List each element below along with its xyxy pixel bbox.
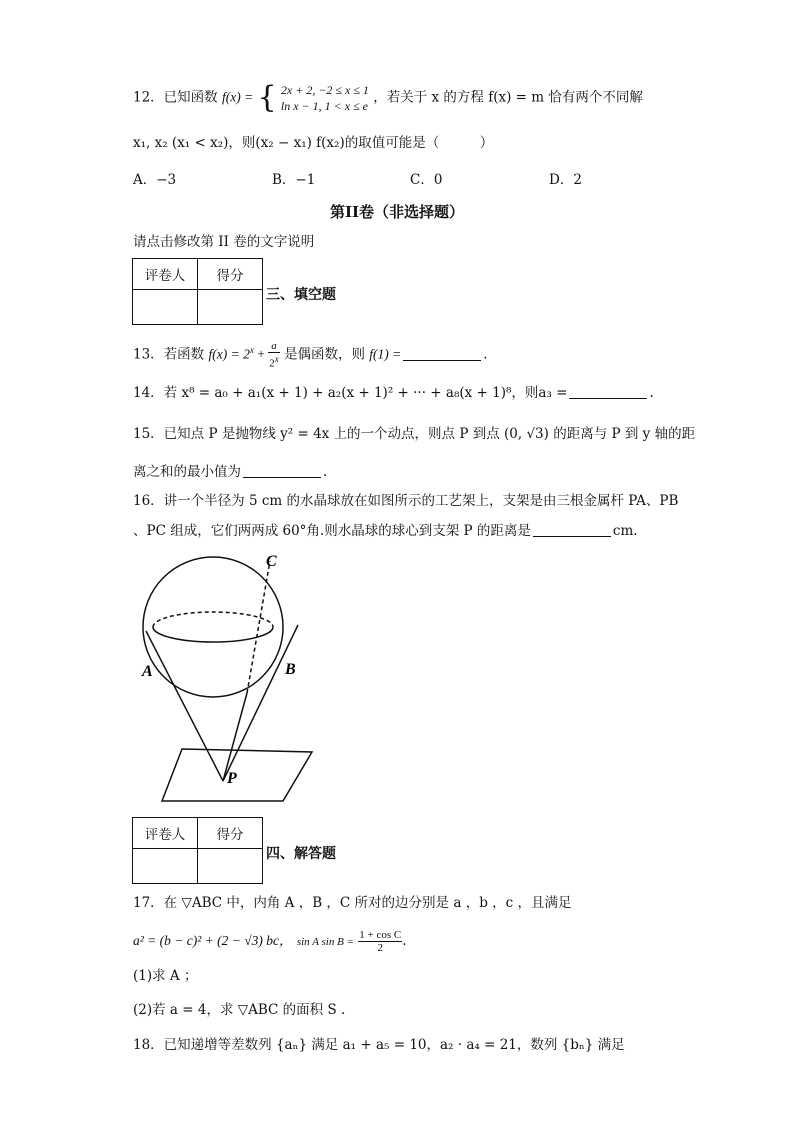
- rod-pb: [223, 625, 298, 781]
- label-c: C: [266, 553, 277, 570]
- score-grader-header: 评卷人: [133, 259, 198, 290]
- crystal-ball-figure: [120, 545, 320, 810]
- q15-end: .: [323, 464, 328, 480]
- q12-line1: [133, 82, 643, 114]
- q17-eq2-num: 1 + cos C: [359, 929, 402, 941]
- score-grader-header-2: 评卷人: [133, 818, 198, 849]
- label-a: A: [142, 663, 153, 680]
- q13-mid: 是偶函数，则: [284, 346, 365, 363]
- part2-note: 请点击修改第 II 卷的文字说明: [133, 234, 315, 250]
- q14-line: [133, 383, 654, 403]
- score-points-cell-2[interactable]: [198, 849, 263, 884]
- score-grader-cell[interactable]: [133, 290, 198, 325]
- q13-fraction-den: [268, 353, 280, 370]
- label-p: P: [227, 770, 237, 787]
- q16-answer-blank[interactable]: [533, 522, 611, 537]
- q12-piecewise: { 2x + 2, −2 ≤ x ≤ 1 ln x − 1, 1 < x ≤ e: [257, 80, 369, 115]
- sphere-outline: [143, 557, 283, 697]
- q12-function-name: f(x) =: [221, 89, 254, 105]
- sphere-equator-front: [153, 627, 273, 642]
- q15-line2: [133, 462, 327, 482]
- q12-option-b: B．−1: [272, 172, 316, 188]
- q13-den-exp: x: [274, 354, 279, 365]
- q17-eq2-den: 2: [377, 942, 384, 954]
- q17-sub1: (1)求 A ；: [133, 968, 198, 984]
- q12-option-a: A．−3: [133, 172, 177, 188]
- q15-answer-blank[interactable]: [243, 463, 321, 478]
- q17-line1: 17．在 ▽ABC 中，内角 A ，B ，C 所对的边分别是 a ，b ，c ，且满足: [133, 895, 572, 911]
- q13-plus: +: [253, 346, 269, 362]
- score-grader-cell-2[interactable]: [133, 849, 198, 884]
- rod-pa: [146, 631, 223, 781]
- q17-eq2-prefix: sin A sin B =: [296, 936, 354, 948]
- q12-line2: x₁, x₂ (x₁ < x₂)，则(x₂ − x₁) f(x₂)的取值可能是（ ）: [133, 135, 494, 151]
- section4-title: 四、解答题: [266, 846, 336, 862]
- q17-line2: [133, 929, 407, 954]
- q13-answer-blank[interactable]: [403, 346, 481, 361]
- q17-eq1: a² = (b − c)² + (2 − √3) bc，: [133, 933, 293, 948]
- q16-unit: cm.: [612, 523, 638, 539]
- q16-line1: 16．讲一个半径为 5 cm 的水晶球放在如图所示的工艺架上，支架是由三根金属杆 PA、PB: [133, 493, 679, 509]
- q13-end: .: [483, 346, 488, 363]
- q13-line: [133, 340, 488, 370]
- q12-piece2: ln x − 1, 1 < x ≤ e: [280, 99, 368, 113]
- q17-eq2-end: .: [402, 933, 407, 949]
- q16-line2: [133, 521, 638, 541]
- q12-prefix: 12．已知函数: [133, 89, 218, 106]
- section3-title: 三、填空题: [266, 287, 336, 303]
- q13-fraction-num: a: [268, 340, 280, 353]
- q12-suffix: ，若关于 x 的方程 f(x) = m 恰有两个不同解: [373, 89, 643, 106]
- score-points-header: 得分: [198, 259, 263, 290]
- q14-end: .: [649, 385, 654, 401]
- q17-sub2: (2)若 a = 4，求 ▽ABC 的面积 S .: [133, 1002, 346, 1018]
- label-b: B: [285, 661, 296, 678]
- q13-exponent: x: [249, 345, 254, 355]
- part2-title: 第II卷（非选择题）: [329, 203, 465, 221]
- score-table-2: [132, 817, 263, 884]
- q14-text: 14．若 x⁸ = a₀ + a₁(x + 1) + a₂(x + 1)² + ··· + a₈(x + 1)⁸，则a₃ =: [133, 385, 568, 401]
- q12-option-d: D．2: [549, 172, 582, 188]
- q13-function: f(x) = 2: [208, 346, 250, 362]
- q18-line: 18．已知递增等差数列 {aₙ} 满足 a₁ + a₅ = 10，a₂ · a₄ = 21，数列 {bₙ} 满足: [133, 1037, 625, 1053]
- q15-line2-text: 离之和的最小值为: [133, 464, 241, 480]
- sphere-equator-back: [153, 612, 273, 627]
- q13-den-base: 2: [269, 357, 275, 370]
- score-table-1: [132, 258, 263, 325]
- q13-prefix: 13．若函数: [133, 346, 205, 363]
- q17-eq2-fraction: [358, 929, 402, 954]
- score-points-header-2: 得分: [198, 818, 263, 849]
- q15-line1: 15．已知点 P 是抛物线 y² = 4x 上的一个动点，则点 P 到点 (0, √3) 的距离与 P 到 y 轴的距: [133, 426, 696, 442]
- q13-f1: f(1) =: [369, 346, 402, 362]
- q12-option-c: C．0: [410, 172, 443, 188]
- q16-line2-text: 、PC 组成，它们两两成 60°角.则水晶球的球心到支架 P 的距离是: [133, 523, 531, 539]
- q12-piece1: 2x + 2, −2 ≤ x ≤ 1: [280, 83, 369, 97]
- base-plane: [162, 749, 312, 801]
- q14-answer-blank[interactable]: [569, 384, 647, 399]
- q13-fraction: [268, 340, 280, 370]
- score-points-cell[interactable]: [198, 290, 263, 325]
